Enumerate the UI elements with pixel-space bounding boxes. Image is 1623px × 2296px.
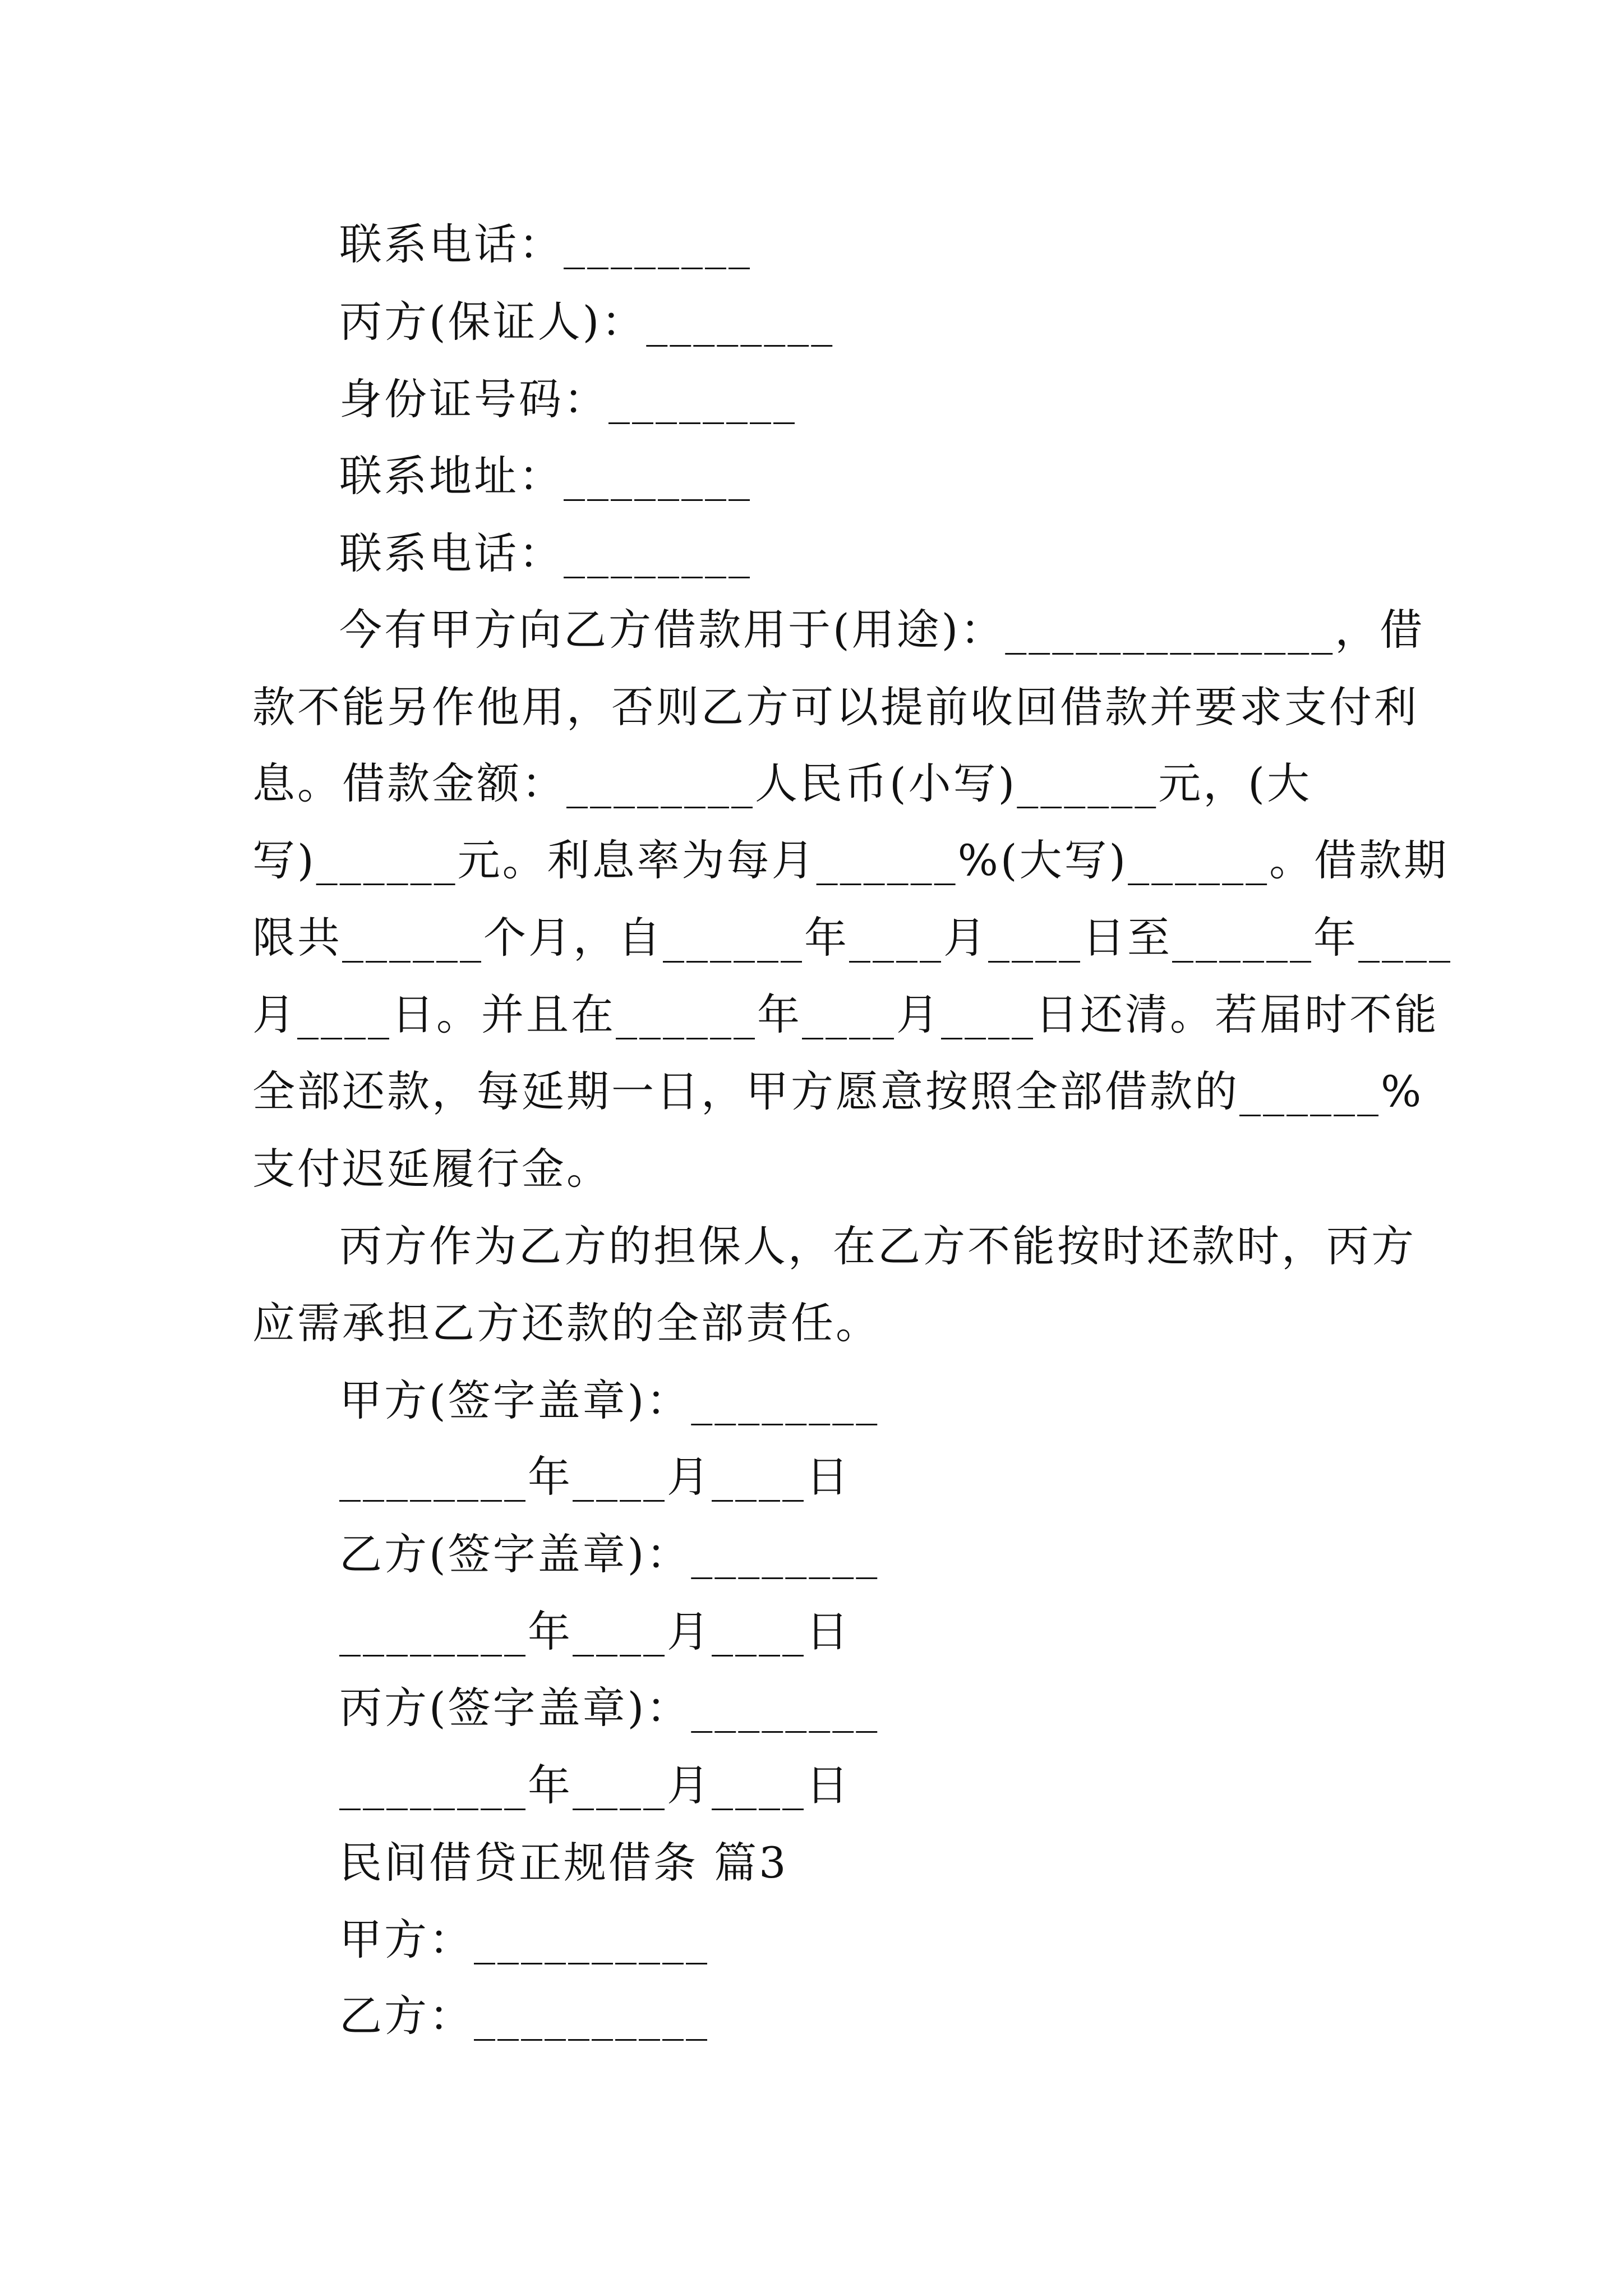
party-a-date-line: ________年____月____日 [339,1452,851,1502]
guarantee-paragraph-line-2: 应需承担乙方还款的全部责任。 [252,1298,880,1348]
party-a-signature-line: 甲方(签字盖章)：________ [339,1375,880,1425]
loan-paragraph-line-6: 月____日。并且在______年____月____日还清。若届时不能 [252,990,1439,1039]
guarantor-line: 丙方(保证人)：________ [339,297,835,347]
party-b-line: 乙方：__________ [339,1991,709,2041]
section-heading: 民间借贷正规借条 篇3 [339,1838,789,1888]
loan-paragraph-line-5: 限共______个月，自______年____月____日至______年____ [252,913,1453,963]
party-c-signature-line: 丙方(签字盖章)：________ [339,1683,880,1733]
loan-paragraph-line-1: 今有甲方向乙方借款用于(用途)：______________，借 [339,605,1425,655]
contact-address-line: 联系地址：________ [339,451,752,501]
guarantee-paragraph-line-1: 丙方作为乙方的担保人，在乙方不能按时还款时，丙方 [339,1221,1416,1271]
party-b-date-line: ________年____月____日 [339,1607,851,1657]
party-b-signature-line: 乙方(签字盖章)：________ [339,1529,880,1579]
loan-paragraph-line-4: 写)______元。利息率为每月______%(大写)______。借款期 [252,835,1449,885]
loan-paragraph-line-3: 息。借款金额：________人民币(小写)______元，(大 [252,758,1312,808]
loan-paragraph-line-8: 支付迟延履行金。 [252,1144,611,1194]
party-a-line: 甲方：__________ [339,1915,709,1964]
contact-phone-line-2: 联系电话：________ [339,528,752,578]
contact-phone-line: 联系电话：________ [339,219,752,269]
loan-paragraph-line-2: 款不能另作他用，否则乙方可以提前收回借款并要求支付利 [252,682,1419,732]
loan-paragraph-line-7: 全部还款，每延期一日，甲方愿意按照全部借款的______% [252,1066,1424,1116]
party-c-date-line: ________年____月____日 [339,1760,851,1810]
id-number-line: 身份证号码：________ [339,374,797,424]
